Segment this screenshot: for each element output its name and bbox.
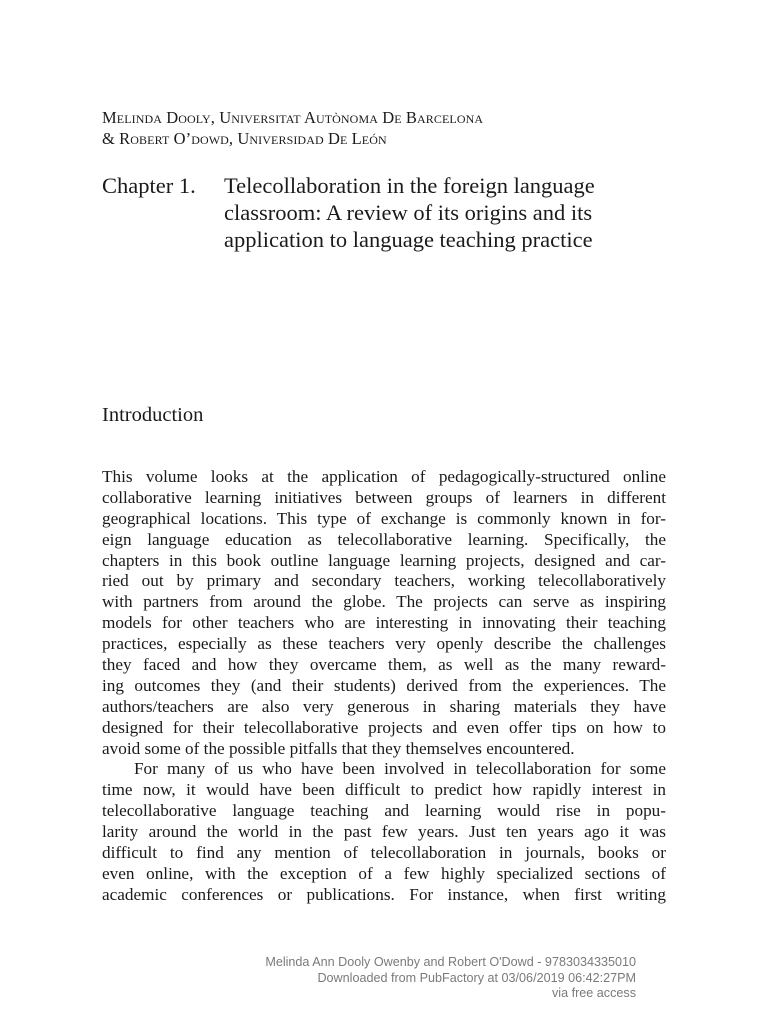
footer-line-3: via free access xyxy=(552,986,636,1000)
footer-line-2: Downloaded from PubFactory at 03/06/2019 06:42:27PM xyxy=(317,970,636,985)
text-line: For many of us who have been involved in telecollaboration for some xyxy=(134,759,666,779)
chapter-title-line: application to language teaching practice xyxy=(224,227,593,252)
text-line: telecollaborative language teaching and learning would rise in popu- xyxy=(102,801,666,821)
text-line: they faced and how they overcame them, as well as the many reward- xyxy=(102,655,666,675)
text-line: chapters in this book outline language learning projects, designed and car- xyxy=(102,550,666,570)
text-line: eign language education as telecollaborative learning. Specifically, the xyxy=(102,529,666,549)
text-line: academic conferences or publications. For instance, when first writing xyxy=(102,884,666,904)
body-text xyxy=(102,467,666,906)
text-line: difficult to find any mention of telecollaboration in journals, books or xyxy=(102,843,666,863)
text-line: avoid some of the possible pitfalls that they themselves encountered. xyxy=(102,738,575,758)
footer-line-1: Melinda Ann Dooly Owenby and Robert O'Dowd - 9783034335010 xyxy=(265,955,636,969)
text-line: authors/teachers are also very generous in sharing materials they have xyxy=(102,696,666,716)
text-line: designed for their telecollaborative projects and even offer tips on how to xyxy=(102,717,666,737)
author-affiliations xyxy=(102,107,702,149)
chapter-number: Chapter 1. xyxy=(102,173,196,198)
text-line: geographical locations. This type of exchange is commonly known in for- xyxy=(102,508,666,528)
chapter-heading xyxy=(102,172,702,253)
chapter-title xyxy=(224,172,595,253)
text-line: even online, with the exception of a few highly specialized sections of xyxy=(102,863,666,883)
text-line: larity around the world in the past few years. Just ten years ago it was xyxy=(102,822,666,842)
text-line: This volume looks at the application of pedagogically-structured online xyxy=(102,467,666,486)
text-line: ing outcomes they (and their students) derived from the experiences. The xyxy=(102,675,666,695)
text-line: time now, it would have been difficult to predict how rapidly interest in xyxy=(102,780,666,800)
chapter-title-line: Telecollaboration in the foreign language xyxy=(224,173,595,198)
text-line: collaborative learning initiatives between groups of learners in different xyxy=(102,487,666,507)
text-line: models for other teachers who are interesting in innovating their teaching xyxy=(102,613,666,633)
text-line: practices, especially as these teachers very openly describe the challenges xyxy=(102,634,666,654)
text-line: ried out by primary and secondary teachers, working telecollaboratively xyxy=(102,571,666,591)
author-line-2: & Robert O’dowd, Universidad De León xyxy=(102,129,387,148)
text-line: with partners from around the globe. The projects can serve as inspiring xyxy=(102,592,666,612)
download-footer xyxy=(265,955,636,1002)
chapter-title-line: classroom: A review of its origins and its xyxy=(224,200,593,225)
author-line-1: Melinda Dooly, Universitat Autònoma De Barcelona xyxy=(102,108,484,127)
section-heading: Introduction xyxy=(102,404,204,426)
